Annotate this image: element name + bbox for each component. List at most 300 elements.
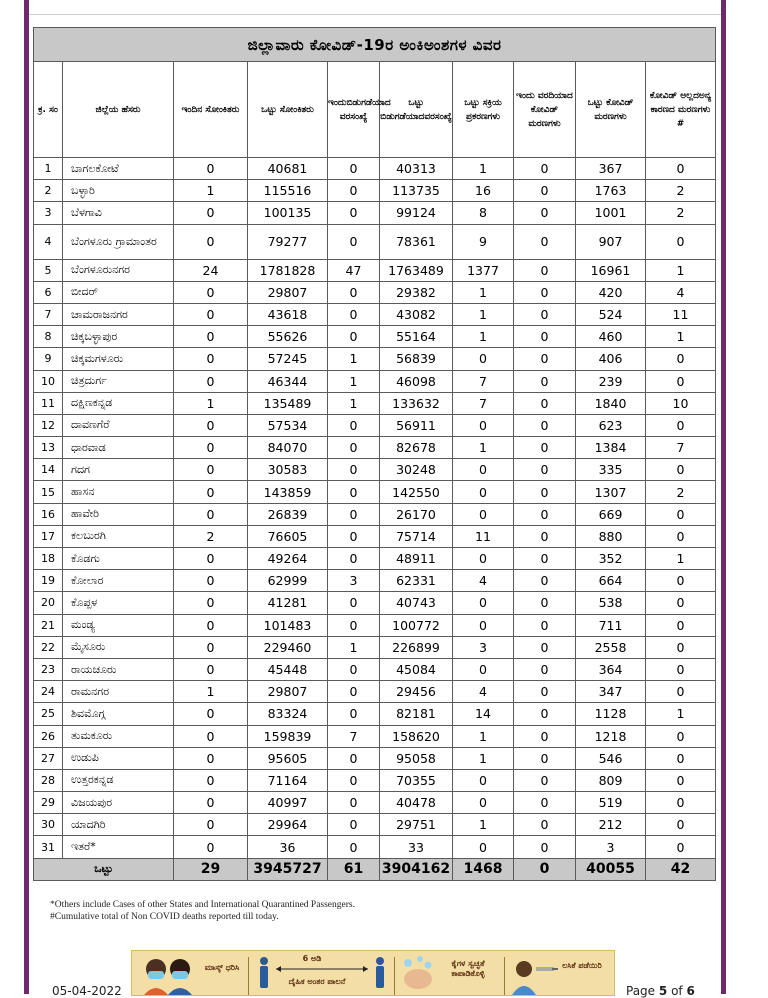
- cell-total-infected: 41281: [248, 592, 328, 614]
- cell-today-infected: 0: [174, 481, 248, 503]
- page-current: 5: [658, 984, 668, 998]
- cell-today-infected: 0: [174, 769, 248, 791]
- cell-serial: 4: [34, 224, 63, 259]
- cell-active-cases: 14: [453, 703, 514, 725]
- cell-serial: 27: [34, 747, 63, 769]
- cell-active-cases: 0: [453, 348, 514, 370]
- cell-total-discharged: 40313: [380, 158, 453, 180]
- cell-district: ದಕ್ಷಿಣಕನ್ನಡ: [63, 392, 174, 414]
- cell-non-covid-deaths: 1: [646, 259, 716, 281]
- cell-total-deaths: 664: [576, 570, 646, 592]
- cell-today-discharged: 1: [328, 636, 380, 658]
- cell-today-infected: 0: [174, 703, 248, 725]
- cell-today-discharged: 47: [328, 259, 380, 281]
- hand-wash-icon: [398, 951, 438, 995]
- cell-active-cases: 1: [453, 303, 514, 325]
- cell-district: ಚಾಮರಾಜನಗರ: [63, 303, 174, 325]
- cell-today-deaths: 0: [514, 392, 576, 414]
- cell-total-deaths: 1840: [576, 392, 646, 414]
- cell-district: ಚಿತ್ರದುರ್ಗ: [63, 370, 174, 392]
- cell-total-discharged: 100772: [380, 614, 453, 636]
- col-header-total-deaths: ಒಟ್ಟು ಕೋವಿಡ್ ಮರಣಗಳು: [576, 62, 646, 158]
- cell-serial: 25: [34, 703, 63, 725]
- cell-total-deaths: 347: [576, 681, 646, 703]
- cell-today-discharged: 0: [328, 481, 380, 503]
- cell-district: ದಾವಣಗೆರೆ: [63, 414, 174, 436]
- page-word: Page: [626, 984, 656, 998]
- cell-total-discharged: 82678: [380, 437, 453, 459]
- cell-today-infected: 0: [174, 459, 248, 481]
- table-row: [34, 224, 716, 259]
- col-header-today-discharged: ಇಂದುಬಿಡುಗಡೆಯಾದ ವರಸಂಖ್ಯೆ: [328, 62, 380, 158]
- cell-active-cases: 0: [453, 658, 514, 680]
- table-row: [34, 836, 716, 858]
- cell-total-deaths: 669: [576, 503, 646, 525]
- cell-total-deaths: 1307: [576, 481, 646, 503]
- cell-non-covid-deaths: 0: [646, 614, 716, 636]
- cell-active-cases: 0: [453, 459, 514, 481]
- table-row: [34, 481, 716, 503]
- table-row: [34, 747, 716, 769]
- col-header-today-deaths: ಇಂದು ವರದಿಯಾದ ಕೋವಿಡ್ ಮರಣಗಳು: [514, 62, 576, 158]
- cell-total-discharged: 75714: [380, 525, 453, 547]
- table-row: [34, 158, 716, 180]
- cell-total-deaths: 335: [576, 459, 646, 481]
- cell-total-deaths: 367: [576, 158, 646, 180]
- cell-non-covid-deaths: 0: [646, 348, 716, 370]
- cell-non-covid-deaths: 4: [646, 281, 716, 303]
- cell-today-deaths: 0: [514, 814, 576, 836]
- cell-total-infected: 229460: [248, 636, 328, 658]
- cell-active-cases: 1: [453, 747, 514, 769]
- cell-today-discharged: 0: [328, 459, 380, 481]
- page-frame-right: [721, 0, 726, 994]
- cell-non-covid-deaths: 2: [646, 180, 716, 202]
- cell-total-infected: 101483: [248, 614, 328, 636]
- cell-non-covid-deaths: 0: [646, 681, 716, 703]
- cell-district: ರಾಮನಗರ: [63, 681, 174, 703]
- cell-today-infected: 1: [174, 392, 248, 414]
- table-row: [34, 703, 716, 725]
- cell-serial: 1: [34, 158, 63, 180]
- table-row: [34, 548, 716, 570]
- hands-text: ಕೈಗಳ ಸ್ವಚ್ಛತೆ ಕಾಪಾಡಿಕೊಳ್ಳಿ: [451, 959, 485, 978]
- cell-district: ಬೆಂಗಳೂರುನಗರ: [63, 259, 174, 281]
- cell-total-deaths: 406: [576, 348, 646, 370]
- cell-district: ಹಾಸನ: [63, 481, 174, 503]
- cell-non-covid-deaths: 0: [646, 525, 716, 547]
- cell-total-discharged: 99124: [380, 202, 453, 224]
- cell-total-deaths: 623: [576, 414, 646, 436]
- cell-today-infected: 0: [174, 636, 248, 658]
- cell-active-cases: 0: [453, 836, 514, 858]
- distance-label: 6 ಅಡಿ: [302, 954, 322, 963]
- cell-today-discharged: 3: [328, 570, 380, 592]
- cell-non-covid-deaths: 0: [646, 224, 716, 259]
- cell-today-discharged: 0: [328, 769, 380, 791]
- cell-serial: 19: [34, 570, 63, 592]
- cell-today-deaths: 0: [514, 180, 576, 202]
- cell-district: ಕೋಲಾರ: [63, 570, 174, 592]
- cell-active-cases: 0: [453, 792, 514, 814]
- cell-district: ಚಿಕ್ಕಬಳ್ಳಾಪುರ: [63, 326, 174, 348]
- cell-active-cases: 4: [453, 681, 514, 703]
- cell-total-deaths: 239: [576, 370, 646, 392]
- cell-today-deaths: 0: [514, 769, 576, 791]
- cell-district: ಯಾದಗಿರಿ: [63, 814, 174, 836]
- table-row: [34, 725, 716, 747]
- header-row: [34, 62, 716, 158]
- footnote-others: *Others include Cases of other States and International Quarantined Passengers.: [50, 900, 355, 910]
- total-active: 1468: [453, 858, 514, 880]
- cell-non-covid-deaths: 0: [646, 658, 716, 680]
- cell-serial: 10: [34, 370, 63, 392]
- totals-row: [34, 858, 716, 880]
- cell-non-covid-deaths: 0: [646, 814, 716, 836]
- cell-active-cases: 1: [453, 814, 514, 836]
- cell-serial: 15: [34, 481, 63, 503]
- cell-non-covid-deaths: 0: [646, 636, 716, 658]
- table-row: [34, 348, 716, 370]
- cell-district: ಕಲಬುರಗಿ: [63, 525, 174, 547]
- cell-district: ಮೈಸೂರು: [63, 636, 174, 658]
- cell-total-discharged: 62331: [380, 570, 453, 592]
- cell-today-infected: 0: [174, 303, 248, 325]
- cell-district: ಉತ್ತರಕನ್ನಡ: [63, 769, 174, 791]
- cell-active-cases: 1377: [453, 259, 514, 281]
- cell-serial: 24: [34, 681, 63, 703]
- cell-today-discharged: 0: [328, 414, 380, 436]
- cell-total-discharged: 29382: [380, 281, 453, 303]
- cell-total-discharged: 43082: [380, 303, 453, 325]
- cell-total-infected: 115516: [248, 180, 328, 202]
- cell-district: ಉಡುಪಿ: [63, 747, 174, 769]
- cell-today-infected: 0: [174, 614, 248, 636]
- cell-today-deaths: 0: [514, 703, 576, 725]
- banner-divider: [504, 957, 505, 995]
- cell-serial: 12: [34, 414, 63, 436]
- cell-total-discharged: 95058: [380, 747, 453, 769]
- cell-total-discharged: 40743: [380, 592, 453, 614]
- cell-total-infected: 159839: [248, 725, 328, 747]
- col-header-serial: ಕ್ರ. ಸಂ: [34, 62, 63, 158]
- distance-text: ದೈಹಿಕ ಅಂತರ ಪಾಲನೆ: [288, 977, 346, 986]
- cell-today-deaths: 0: [514, 303, 576, 325]
- cell-serial: 26: [34, 725, 63, 747]
- cell-today-discharged: 0: [328, 836, 380, 858]
- table-row: [34, 180, 716, 202]
- cell-non-covid-deaths: 2: [646, 481, 716, 503]
- cell-non-covid-deaths: 1: [646, 326, 716, 348]
- cell-today-discharged: 0: [328, 703, 380, 725]
- vaccine-icon: [508, 951, 558, 995]
- cell-today-deaths: 0: [514, 614, 576, 636]
- cell-today-infected: 0: [174, 570, 248, 592]
- cell-serial: 22: [34, 636, 63, 658]
- cell-district: ಬಾಗಲಕೋಟೆ: [63, 158, 174, 180]
- cell-district: ಚಿಕ್ಕಮಗಳೂರು: [63, 348, 174, 370]
- cell-total-deaths: 1128: [576, 703, 646, 725]
- table-row: [34, 570, 716, 592]
- table-row: [34, 503, 716, 525]
- col-header-active-cases: ಒಟ್ಟು ಸಕ್ರಿಯ ಪ್ರಕರಣಗಳು: [453, 62, 514, 158]
- cell-today-infected: 1: [174, 180, 248, 202]
- cell-total-deaths: 212: [576, 814, 646, 836]
- cell-serial: 5: [34, 259, 63, 281]
- cell-non-covid-deaths: 0: [646, 570, 716, 592]
- cell-total-deaths: 1763: [576, 180, 646, 202]
- table-title: ಜಿಲ್ಲಾವಾರು ಕೋವಿಡ್-19ರ ಅಂಕಿಅಂಶಗಳ ವಿವರ: [34, 28, 716, 62]
- cell-district: ಇತರೆ*: [63, 836, 174, 858]
- cell-total-discharged: 1763489: [380, 259, 453, 281]
- cell-non-covid-deaths: 10: [646, 392, 716, 414]
- cell-total-deaths: 711: [576, 614, 646, 636]
- cell-total-infected: 40997: [248, 792, 328, 814]
- cell-district: ಶಿವಮೊಗ್ಗ: [63, 703, 174, 725]
- cell-non-covid-deaths: 11: [646, 303, 716, 325]
- cell-total-deaths: 1218: [576, 725, 646, 747]
- cell-total-discharged: 40478: [380, 792, 453, 814]
- cell-non-covid-deaths: 0: [646, 459, 716, 481]
- cell-serial: 16: [34, 503, 63, 525]
- cell-active-cases: 3: [453, 636, 514, 658]
- cell-district: ತುಮಕೂರು: [63, 725, 174, 747]
- cell-serial: 14: [34, 459, 63, 481]
- page-frame-left: [24, 0, 29, 994]
- cell-today-discharged: 0: [328, 180, 380, 202]
- cell-district: ಬಳ್ಳಾರಿ: [63, 180, 174, 202]
- cell-serial: 18: [34, 548, 63, 570]
- page-of: of: [671, 984, 683, 998]
- cell-serial: 30: [34, 814, 63, 836]
- cell-active-cases: 4: [453, 570, 514, 592]
- cell-today-infected: 2: [174, 525, 248, 547]
- cell-total-deaths: 519: [576, 792, 646, 814]
- cell-today-deaths: 0: [514, 792, 576, 814]
- cell-today-deaths: 0: [514, 224, 576, 259]
- cell-today-infected: 0: [174, 281, 248, 303]
- cell-today-deaths: 0: [514, 437, 576, 459]
- cell-serial: 29: [34, 792, 63, 814]
- cell-today-discharged: 1: [328, 392, 380, 414]
- cell-today-deaths: 0: [514, 725, 576, 747]
- cell-serial: 13: [34, 437, 63, 459]
- cell-today-discharged: 1: [328, 348, 380, 370]
- page-total: 6: [686, 984, 695, 998]
- cell-today-infected: 0: [174, 548, 248, 570]
- cell-active-cases: 8: [453, 202, 514, 224]
- cell-today-infected: 0: [174, 437, 248, 459]
- cell-non-covid-deaths: 0: [646, 769, 716, 791]
- cell-non-covid-deaths: 2: [646, 202, 716, 224]
- mask-text: ಮಾಸ್ಕ್ ಧರಿಸಿ: [204, 963, 240, 972]
- cell-total-discharged: 82181: [380, 703, 453, 725]
- cell-district: ರಾಯಚೂರು: [63, 658, 174, 680]
- cell-total-discharged: 133632: [380, 392, 453, 414]
- cell-today-discharged: 0: [328, 326, 380, 348]
- table-row: [34, 525, 716, 547]
- cell-serial: 21: [34, 614, 63, 636]
- cell-today-deaths: 0: [514, 459, 576, 481]
- cell-active-cases: 0: [453, 481, 514, 503]
- table-row: [34, 614, 716, 636]
- cell-today-infected: 1: [174, 681, 248, 703]
- awareness-banner: [131, 950, 615, 996]
- cell-today-infected: 24: [174, 259, 248, 281]
- cell-today-infected: 0: [174, 224, 248, 259]
- table-row: [34, 370, 716, 392]
- cell-serial: 6: [34, 281, 63, 303]
- cell-total-infected: 45448: [248, 658, 328, 680]
- cell-non-covid-deaths: 0: [646, 503, 716, 525]
- cell-serial: 17: [34, 525, 63, 547]
- cell-total-infected: 49264: [248, 548, 328, 570]
- cell-total-deaths: 364: [576, 658, 646, 680]
- cell-today-infected: 0: [174, 348, 248, 370]
- cell-total-infected: 46344: [248, 370, 328, 392]
- cell-today-discharged: 0: [328, 658, 380, 680]
- cell-total-infected: 36: [248, 836, 328, 858]
- cell-today-discharged: 7: [328, 725, 380, 747]
- cell-serial: 3: [34, 202, 63, 224]
- cell-total-infected: 29807: [248, 281, 328, 303]
- cell-serial: 7: [34, 303, 63, 325]
- col-header-total-discharged: ಒಟ್ಟು ಬಿಡುಗಡೆಯಾದವರಸಂಖ್ಯೆ: [380, 62, 453, 158]
- cell-total-deaths: 1384: [576, 437, 646, 459]
- cell-district: ವಿಜಯಪುರ: [63, 792, 174, 814]
- cell-today-discharged: 0: [328, 503, 380, 525]
- cell-active-cases: 7: [453, 370, 514, 392]
- cell-total-infected: 84070: [248, 437, 328, 459]
- footnote-non-covid: #Cumulative total of Non COVID deaths reported till today.: [50, 912, 279, 922]
- cell-active-cases: 11: [453, 525, 514, 547]
- cell-total-deaths: 460: [576, 326, 646, 348]
- cell-non-covid-deaths: 0: [646, 747, 716, 769]
- cell-non-covid-deaths: 1: [646, 703, 716, 725]
- cell-active-cases: 16: [453, 180, 514, 202]
- cell-active-cases: 0: [453, 503, 514, 525]
- cell-today-deaths: 0: [514, 348, 576, 370]
- cell-non-covid-deaths: 0: [646, 370, 716, 392]
- cell-today-deaths: 0: [514, 326, 576, 348]
- cell-total-deaths: 3: [576, 836, 646, 858]
- cell-total-discharged: 48911: [380, 548, 453, 570]
- cell-total-infected: 57245: [248, 348, 328, 370]
- cell-total-discharged: 29751: [380, 814, 453, 836]
- cell-total-deaths: 546: [576, 747, 646, 769]
- cell-today-deaths: 0: [514, 836, 576, 858]
- totals-label: ಒಟ್ಟು: [34, 858, 174, 880]
- total-infected: 3945727: [248, 858, 328, 880]
- footnotes: [50, 899, 690, 923]
- cell-total-infected: 26839: [248, 503, 328, 525]
- table-row: [34, 681, 716, 703]
- cell-total-discharged: 45084: [380, 658, 453, 680]
- cell-today-discharged: 0: [328, 224, 380, 259]
- table-row: [34, 392, 716, 414]
- cell-total-deaths: 1001: [576, 202, 646, 224]
- cell-active-cases: 1: [453, 158, 514, 180]
- cell-total-deaths: 16961: [576, 259, 646, 281]
- cell-serial: 11: [34, 392, 63, 414]
- cell-non-covid-deaths: 0: [646, 725, 716, 747]
- cell-district: ಬೆಂಗಳೂರು ಗ್ರಾಮಾಂತರ: [63, 224, 174, 259]
- cell-total-infected: 135489: [248, 392, 328, 414]
- cell-active-cases: 9: [453, 224, 514, 259]
- cell-today-discharged: 0: [328, 158, 380, 180]
- col-header-non-covid-deaths: ಕೋವಿಡ್ ಅಲ್ಲದಅನ್ಯ ಕಾರಣದ ಮರಣಗಳು #: [646, 62, 716, 158]
- cell-active-cases: 7: [453, 392, 514, 414]
- cell-today-infected: 0: [174, 414, 248, 436]
- cell-total-infected: 29964: [248, 814, 328, 836]
- cell-serial: 28: [34, 769, 63, 791]
- cell-non-covid-deaths: 0: [646, 792, 716, 814]
- cell-today-infected: 0: [174, 814, 248, 836]
- cell-today-discharged: 0: [328, 614, 380, 636]
- cell-total-infected: 71164: [248, 769, 328, 791]
- table-row: [34, 459, 716, 481]
- col-header-district: ಜಿಲ್ಲೆಯ ಹೆಸರು: [63, 62, 174, 158]
- cell-today-infected: 0: [174, 658, 248, 680]
- cell-district: ಧಾರವಾಡ: [63, 437, 174, 459]
- banner-divider: [394, 957, 395, 995]
- cell-serial: 9: [34, 348, 63, 370]
- cell-non-covid-deaths: 0: [646, 158, 716, 180]
- cell-today-deaths: 0: [514, 636, 576, 658]
- cell-today-discharged: 0: [328, 814, 380, 836]
- col-header-total-infected: ಒಟ್ಟು ಸೋಂಕಿತರು: [248, 62, 328, 158]
- cell-district: ಹಾವೇರಿ: [63, 503, 174, 525]
- cell-total-discharged: 33: [380, 836, 453, 858]
- total-today-infected: 29: [174, 858, 248, 880]
- cell-total-infected: 1781828: [248, 259, 328, 281]
- cell-total-deaths: 880: [576, 525, 646, 547]
- cell-today-infected: 0: [174, 503, 248, 525]
- col-header-today-infected: ಇಂದಿನ ಸೋಂಕಿತರು: [174, 62, 248, 158]
- cell-today-discharged: 0: [328, 281, 380, 303]
- cell-today-deaths: 0: [514, 281, 576, 303]
- table-row: [34, 769, 716, 791]
- table-row: [34, 202, 716, 224]
- cell-total-discharged: 142550: [380, 481, 453, 503]
- cell-district: ಕೊಡಗು: [63, 548, 174, 570]
- cell-active-cases: 1: [453, 437, 514, 459]
- cell-today-deaths: 0: [514, 548, 576, 570]
- vaccine-text: ಲಸಿಕೆ ಪಡೆಯಿರಿ: [562, 961, 602, 970]
- cell-today-infected: 0: [174, 836, 248, 858]
- cell-today-infected: 0: [174, 202, 248, 224]
- cell-total-deaths: 352: [576, 548, 646, 570]
- cell-today-discharged: 0: [328, 437, 380, 459]
- cell-total-discharged: 46098: [380, 370, 453, 392]
- cell-today-discharged: 0: [328, 303, 380, 325]
- cell-district: ಕೊಪ್ಪಳ: [63, 592, 174, 614]
- cell-today-infected: 0: [174, 725, 248, 747]
- cell-today-discharged: 0: [328, 548, 380, 570]
- total-non-covid-deaths: 42: [646, 858, 716, 880]
- cell-total-deaths: 907: [576, 224, 646, 259]
- cell-non-covid-deaths: 0: [646, 836, 716, 858]
- cell-total-deaths: 538: [576, 592, 646, 614]
- table-row: [34, 259, 716, 281]
- cell-active-cases: 1: [453, 281, 514, 303]
- table-body: [34, 158, 716, 859]
- table-row: [34, 636, 716, 658]
- cell-serial: 31: [34, 836, 63, 858]
- cell-active-cases: 0: [453, 548, 514, 570]
- cell-today-discharged: 0: [328, 792, 380, 814]
- cell-serial: 23: [34, 658, 63, 680]
